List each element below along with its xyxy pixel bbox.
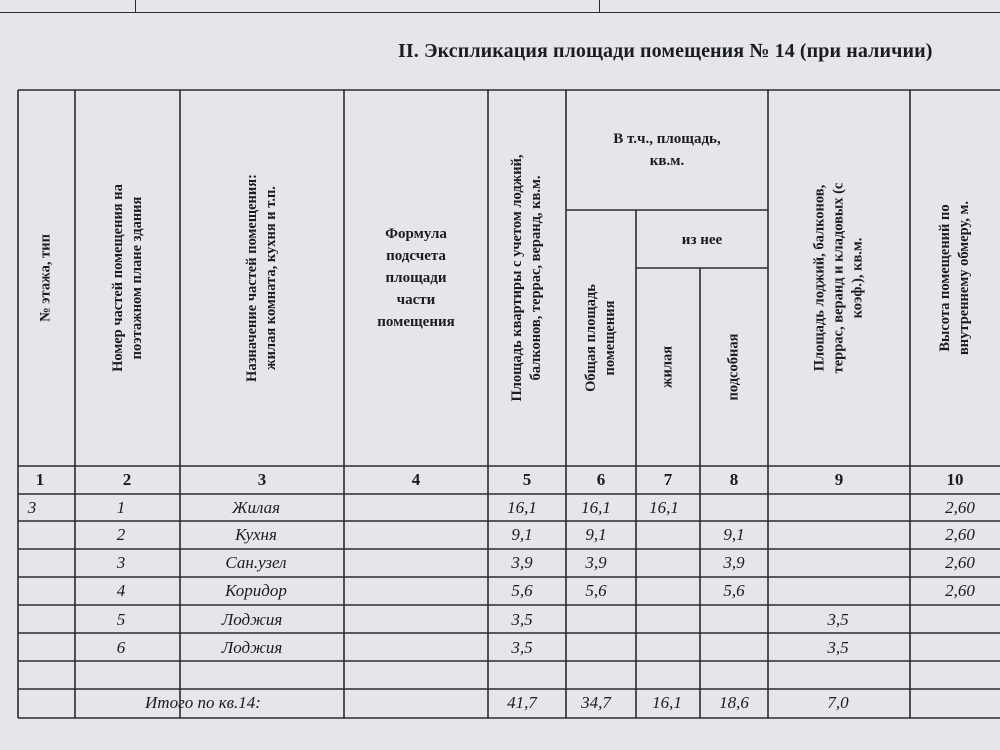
cell-floor: 3: [27, 498, 37, 517]
header-formula: Формула подсчета площади части помещения: [377, 226, 455, 330]
total-living: 16,1: [652, 693, 682, 712]
cell-number: 1: [116, 498, 126, 517]
cell-total-room: 16,1: [581, 498, 611, 517]
cell-number: 6: [116, 638, 126, 657]
total-label: Итого по кв.14:: [145, 693, 261, 712]
total-aux: 18,6: [719, 693, 749, 712]
column-number: 2: [122, 470, 132, 489]
cell-height: 2,60: [945, 525, 975, 544]
cell-name: Лоджия: [221, 638, 283, 657]
cell-total-apt: 3,5: [511, 610, 533, 629]
column-number: 10: [946, 470, 964, 489]
cell-number: 4: [116, 581, 126, 600]
column-number: 5: [522, 470, 532, 489]
column-number: 1: [35, 470, 45, 489]
cell-total-apt: 9,1: [511, 525, 533, 544]
cell-name: Сан.узел: [225, 553, 287, 572]
cell-name: Лоджия: [221, 610, 283, 629]
header-loggia-area: Площадь лоджий, балконов, террас, веранд и кладовых (с коэф.), кв.м.: [811, 182, 866, 374]
cell-total-apt: 16,1: [507, 498, 537, 517]
cell-loggia: 3,5: [827, 638, 849, 657]
column-number: 8: [729, 470, 739, 489]
cell-number: 2: [116, 525, 126, 544]
cell-name: Кухня: [235, 525, 277, 544]
header-living: жилая: [659, 345, 676, 389]
cell-height: 2,60: [945, 498, 975, 517]
column-number: 4: [411, 470, 421, 489]
cell-total-room: 5,6: [585, 581, 607, 600]
header-total-area: Общая площадь помещения: [583, 284, 618, 392]
cell-aux: 9,1: [723, 525, 745, 544]
header-auxiliary: подсобная: [725, 333, 742, 401]
column-number: 7: [663, 470, 673, 489]
column-number: 9: [834, 470, 844, 489]
cell-total-room: 3,9: [585, 553, 607, 572]
total-room: 34,7: [581, 693, 611, 712]
cell-total-room: 9,1: [585, 525, 607, 544]
header-group-area: В т.ч., площадь, кв.м.: [613, 131, 721, 169]
header-apartment-area: Площадь квартиры с учетом лоджий, балконов, террас, веранд, кв.м.: [509, 154, 544, 402]
cell-number: 5: [116, 610, 126, 629]
cell-total-apt: 3,9: [511, 553, 533, 572]
column-number: 3: [257, 470, 267, 489]
total-apt: 41,7: [507, 693, 537, 712]
cell-loggia: 3,5: [827, 610, 849, 629]
header-height: Высота помещений по внутреннему обмеру, м.: [937, 200, 972, 356]
cell-height: 2,60: [945, 553, 975, 572]
header-of-which: из нее: [681, 232, 723, 248]
cell-number: 3: [116, 553, 126, 572]
header-purpose: Назначение частей помещения: жилая комната, кухня и т.п.: [244, 174, 279, 382]
header-floor: № этажа, тип: [37, 234, 54, 322]
cell-living: 16,1: [649, 498, 679, 517]
cell-name: Коридор: [225, 581, 287, 600]
cell-name: Жилая: [231, 498, 281, 517]
cell-aux: 5,6: [723, 581, 745, 600]
cell-height: 2,60: [945, 581, 975, 600]
cell-total-apt: 3,5: [511, 638, 533, 657]
column-number: 6: [596, 470, 606, 489]
cell-aux: 3,9: [723, 553, 745, 572]
header-part-number: Номер частей помещения на поэтажном плане здания: [110, 184, 145, 372]
page-title: II. Экспликация площади помещения № 14 (при наличии): [398, 40, 933, 62]
cell-total-apt: 5,6: [511, 581, 533, 600]
total-loggia: 7,0: [827, 693, 849, 712]
